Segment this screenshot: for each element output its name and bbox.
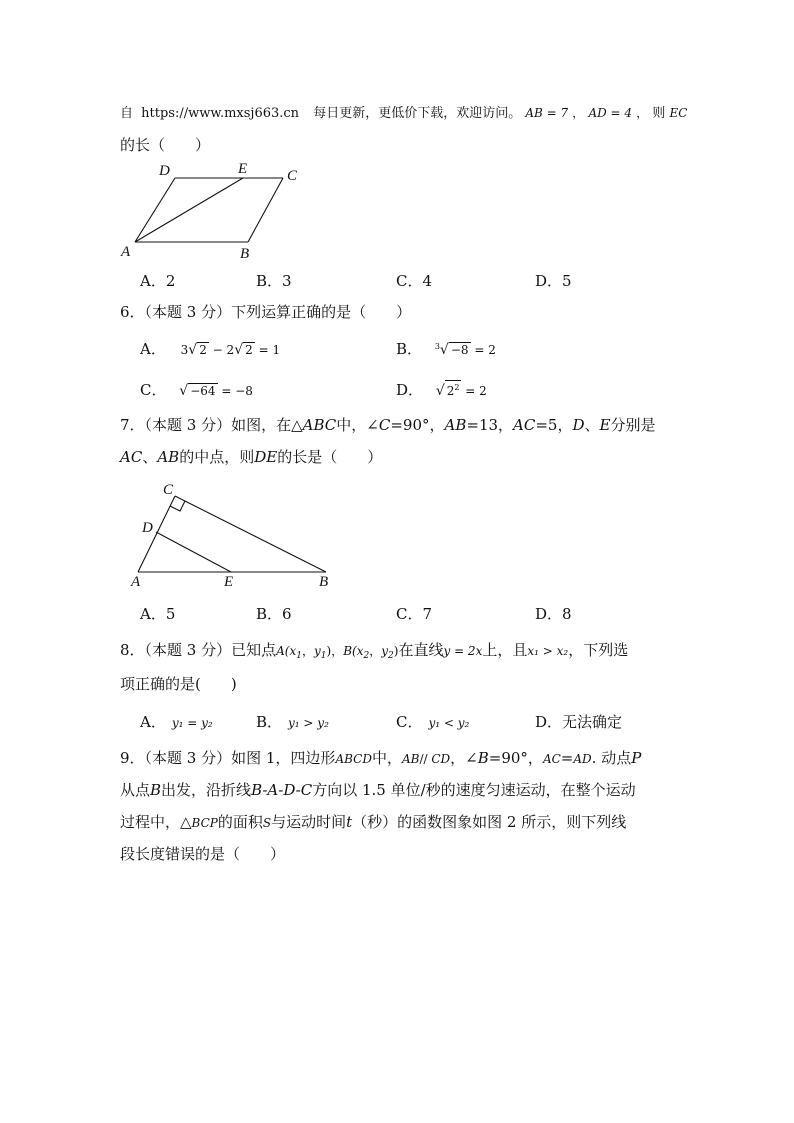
q6-option-b-label: B． [396,340,423,358]
result: = 2 [465,384,487,398]
q8-line1: 8．（本题 3 分）已知点$A(x_1$，$y_1$)，$B(x_2$，$y_2$)在直线y = 2x上，且x₁ > x₂，下列选 [120,641,629,661]
root-index: 3 [434,342,440,351]
label-A: A [121,244,131,260]
radicand: 2 [245,343,253,357]
q6-option-d[interactable]: D． √ $2^2 = 2$ [396,381,487,399]
seg-DA [135,178,175,242]
ask-prefix: 则 [652,106,666,121]
seg-DE [156,532,231,572]
label-E: E [238,161,248,177]
label-C: C [163,482,174,498]
q6-option-d-label: D． [396,381,424,399]
radicand: −64 [190,384,216,398]
minus: − [212,343,223,357]
header-message: 每日更新，更低价下载，欢迎访问。 [313,106,522,121]
q7-line1: 7．（本题 3 分）如图，在△ABC中，∠C=90°，AB=13，AC=5，D、E分别是 [120,416,656,434]
q7-triangle-figure [125,478,340,590]
q6-option-c[interactable]: C． √ −64 = −8 [140,381,253,399]
q9-line4: 段长度错误的是（ ） [120,845,286,863]
q9-line1: 9．（本题 3 分）如图 1，四边形ABCD中，AB// CD，∠B=90°，AC=AD. 动点P [120,749,642,767]
q7-line2: AC、AB的中点，则DE的长是（ ） [120,448,383,466]
q8-option-b[interactable]: B． y₁ > y₂ [256,713,329,731]
radicand: −8 [450,343,469,357]
label-B: B [319,574,329,590]
label-C: C [287,168,298,184]
coef: 3 [180,343,189,357]
q6-option-a-label: A． [140,340,166,358]
q8-option-a[interactable]: A． y₁ = y₂ [140,713,213,731]
q9-line3: 过程中，△BCP的面积S与运动时间t（秒）的函数图象如图 2 所示，则下列线 [120,813,627,831]
q5-option-d[interactable]: D．5 [535,272,572,290]
q8-option-c[interactable]: C． y₁ < y₂ [396,713,470,731]
q9-line2: 从点B出发，沿折线B-A-D-C方向以 1.5 单位/秒的速度匀速运动，在整个运动 [120,781,636,799]
header-url[interactable]: https://www.mxsj663.cn [141,106,300,121]
result: = −8 [221,384,253,398]
label-A: A [131,574,141,590]
q6-stem: 6．（本题 3 分）下列运算正确的是（ ） [120,303,412,321]
q5-line2: 的长（ ） [120,136,211,154]
q8-option-d[interactable]: D．无法确定 [535,713,623,731]
given-ad: AD = 4 [588,106,633,120]
base: 2 [446,384,455,398]
header-prefix: 自 [120,106,134,121]
seg-AE [135,178,243,242]
q5-option-c[interactable]: C．4 [396,272,433,290]
q7-option-d[interactable]: D．8 [535,605,572,623]
q6-option-c-label: C． [140,381,167,399]
seg-BC [248,178,283,242]
q5-option-b[interactable]: B．3 [256,272,292,290]
result: = 2 [474,343,496,357]
q5-line1: 自 https://www.mxsj663.cn 每日更新，更低价下载，欢迎访问。 AB = 7 ， AD = 4 ， 则 EC [120,106,688,121]
result: = 1 [258,343,281,357]
seg-CB [175,496,326,572]
q8-line2: 项正确的是( ) [120,675,237,693]
label-E: E [224,574,234,590]
label-D: D [142,520,153,536]
label-B: B [240,246,250,262]
coef: 2 [226,343,235,357]
q5-parallelogram-figure [115,160,315,265]
ask-segment: EC [669,106,688,120]
given-ab: AB = 7 [525,106,569,120]
q5-option-a[interactable]: A．2 [140,272,176,290]
q7-option-b[interactable]: B．6 [256,605,292,623]
q6-option-a[interactable]: A． 3√ 2 − 2√ 2 = 1 [140,340,281,358]
q7-option-a[interactable]: A．5 [140,605,176,623]
radicand: 2 [199,343,207,357]
label-D: D [159,163,170,179]
q6-option-b[interactable]: B． $^3$√ −8 = 2 [396,340,496,358]
exponent: 2 [454,383,460,392]
q7-option-c[interactable]: C．7 [396,605,433,623]
